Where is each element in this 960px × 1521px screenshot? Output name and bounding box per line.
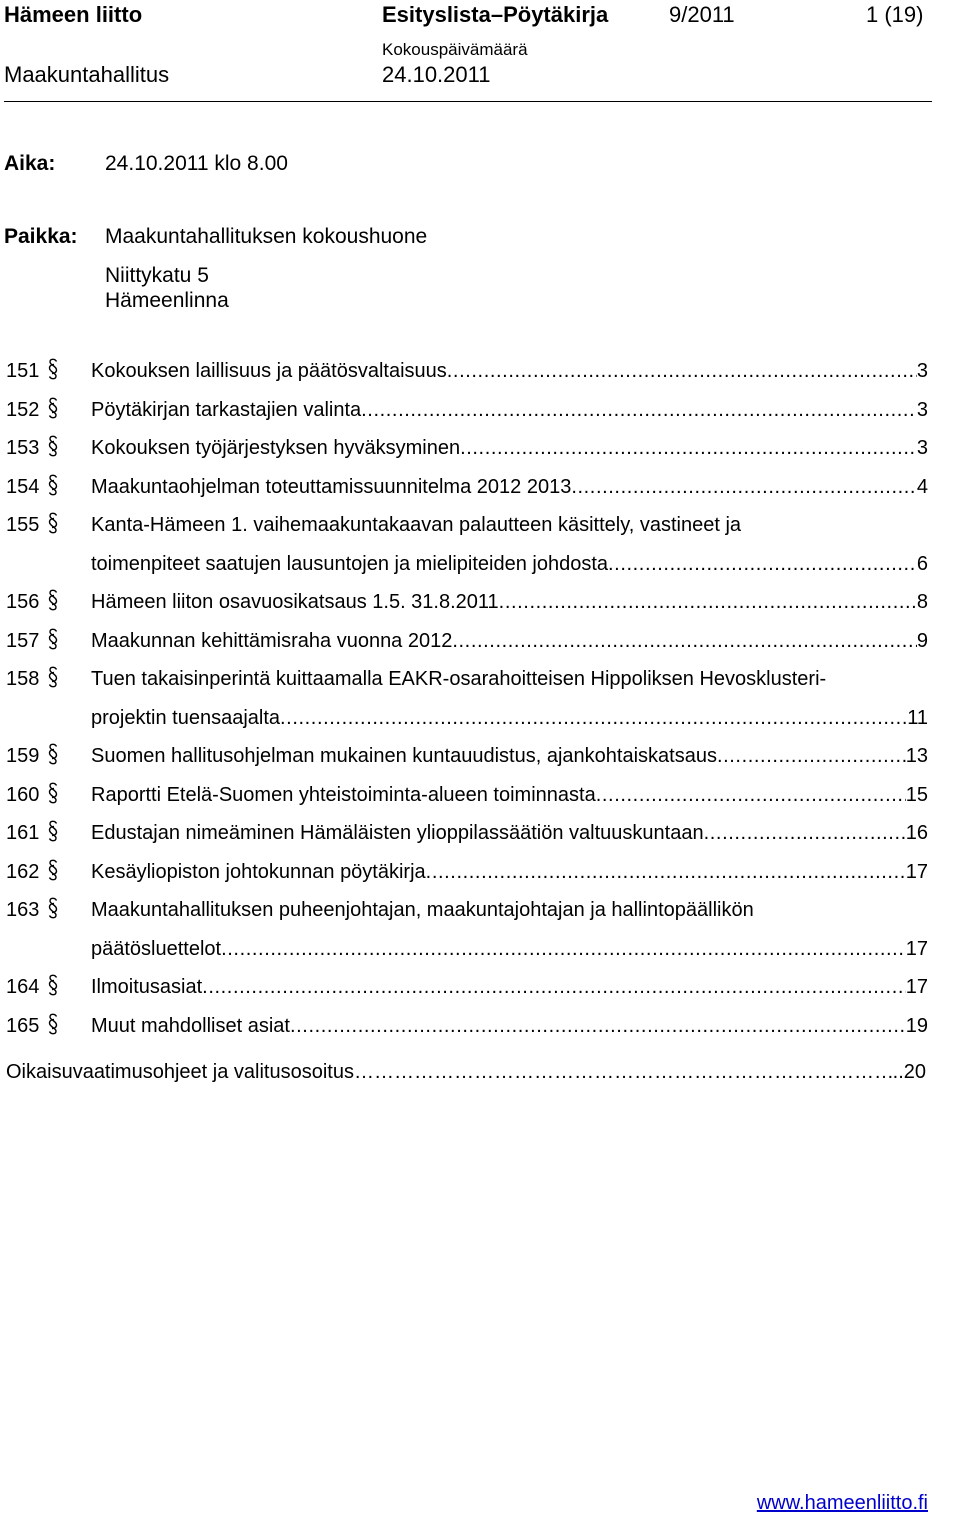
section-sign-icon: [46, 472, 60, 498]
entry-page-number: 17: [905, 860, 928, 883]
entry-title-with-leader: [91, 707, 928, 730]
entry-title: Kokouksen työjärjestyksen hyväksyminen: [91, 437, 461, 459]
toc-entry[interactable]: [0, 355, 960, 394]
toc-entry-line: [0, 856, 960, 895]
entry-page-number: 11: [907, 706, 928, 729]
toc-entry[interactable]: [0, 625, 960, 664]
entry-title-with-leader: [91, 437, 928, 460]
dot-leader: [460, 437, 917, 460]
toc-entry-line: [0, 817, 960, 856]
website-link[interactable]: www.hameenliitto.fi: [756, 1492, 928, 1514]
entry-title: Suomen hallitusohjelman mukainen kuntauudistus, ajankohtaiskatsaus: [91, 745, 717, 767]
meeting-date: 24.10.2011: [382, 62, 491, 87]
toc-entry-line: [0, 779, 960, 818]
entry-title-with-leader: [91, 591, 928, 614]
entry-title-with-leader: [91, 976, 928, 999]
entry-page-number: 19: [905, 1014, 928, 1037]
entry-title: Kokouksen laillisuus ja päätösvaltaisuus: [91, 360, 447, 382]
toc-entry-line: [0, 971, 960, 1010]
dot-leader: [596, 784, 906, 807]
toc-entry[interactable]: [0, 586, 960, 625]
section-sign-icon: [46, 818, 60, 844]
toc-entry-line: [0, 548, 960, 587]
toc-entry-line: [0, 740, 960, 779]
section-number: 161: [6, 822, 40, 844]
toc-entry[interactable]: [0, 894, 960, 971]
entry-page-number: 4: [916, 475, 928, 498]
entry-title-with-leader: [91, 938, 928, 961]
section-number: 152: [6, 398, 40, 421]
toc-entry-line: [0, 894, 960, 933]
entry-title: Muut mahdolliset asiat: [91, 1014, 290, 1037]
section-number: 163: [6, 899, 40, 921]
appeal-instructions-entry: [6, 1061, 926, 1084]
section-sign-icon: [46, 433, 60, 459]
section-sign-icon: [46, 857, 60, 883]
toc-entry-line: [0, 933, 960, 972]
entry-title-line: Kanta-Hämeen 1. vaihemaakuntakaavan palautteen käsittely, vastineet ja: [91, 514, 742, 536]
section-number: 160: [6, 783, 40, 806]
entry-title-with-leader: [91, 822, 928, 845]
section-sign-icon: [46, 741, 60, 767]
toc-entry-line: [0, 471, 960, 510]
dot-leader: [447, 360, 917, 383]
entry-title-line: Maakuntahallituksen puheenjohtajan, maakuntajohtajan ja hallintopäällikön: [91, 899, 754, 921]
toc-entry[interactable]: [0, 971, 960, 1010]
toc-entry-line: [0, 586, 960, 625]
dot-leader: [354, 1061, 893, 1084]
toc-entry-line: [0, 355, 960, 394]
entry-title-with-leader: [91, 745, 928, 768]
toc-entry-line: [0, 432, 960, 471]
entry-title: toimenpiteet saatujen lausuntojen ja mielipiteiden johdosta: [91, 552, 609, 575]
toc-entry-line: [0, 702, 960, 741]
time-value: 24.10.2011 klo 8.00: [105, 152, 288, 175]
toc-entry[interactable]: [0, 432, 960, 471]
toc-entry-line: [0, 1010, 960, 1049]
entry-page-number: 17: [905, 976, 928, 998]
entry-title: Edustajan nimeäminen Hämäläisten ylioppilassäätiön valtuuskuntaan: [91, 822, 704, 844]
entry-page-number: 17: [905, 937, 928, 960]
time-label: Aika:: [4, 152, 56, 175]
place-line: Maakuntahallituksen kokoushuone: [105, 225, 428, 248]
dot-leader: [221, 938, 906, 961]
dot-leader: [571, 476, 917, 499]
dot-leader: [290, 1015, 906, 1038]
toc-entry[interactable]: [0, 1010, 960, 1049]
section-sign-icon: [46, 1011, 60, 1037]
appeal-title: Oikaisuvaatimusohjeet ja valitusosoitus: [6, 1061, 354, 1083]
organization-name: Hämeen liitto: [4, 2, 143, 27]
entry-title-with-leader: [91, 784, 928, 807]
dot-leader: [499, 591, 917, 614]
dot-leader: [426, 861, 906, 884]
section-number: 159: [6, 745, 40, 767]
entry-page-number: 13: [905, 745, 928, 767]
toc-entry[interactable]: [0, 663, 960, 740]
place-line: Niittykatu 5: [105, 264, 209, 287]
toc-entry-line: [0, 394, 960, 433]
dot-leader: [717, 745, 906, 768]
page-indicator: 1 (19): [866, 2, 924, 27]
section-sign-icon: [46, 587, 60, 613]
entry-title-with-leader: [91, 630, 928, 653]
entry-title: päätösluettelot: [91, 937, 222, 960]
section-number: 156: [6, 591, 40, 613]
dot-leader: [608, 553, 917, 576]
entry-page-number: 3: [916, 437, 928, 459]
section-number: 151: [6, 360, 40, 382]
toc-entry[interactable]: [0, 817, 960, 856]
entry-title-with-leader: [91, 360, 928, 383]
toc-entry[interactable]: [0, 856, 960, 895]
section-sign-icon: [46, 356, 60, 382]
entry-title: Maakunnan kehittämisraha vuonna 2012: [91, 629, 453, 652]
toc-entry-line: [0, 625, 960, 664]
governing-body: Maakuntahallitus: [4, 62, 170, 87]
place-label: Paikka:: [4, 225, 78, 248]
section-number: 158: [6, 668, 40, 690]
toc-entry[interactable]: [0, 740, 960, 779]
place-line: Hämeenlinna: [105, 289, 229, 312]
toc-entry-line: [0, 663, 960, 702]
entry-title-with-leader: [91, 861, 928, 884]
toc-entry-line: [0, 509, 960, 548]
toc-entry[interactable]: [0, 394, 960, 433]
dot-leader: [202, 976, 906, 999]
document-number: 9/2011: [669, 2, 735, 27]
toc-entry[interactable]: [0, 779, 960, 818]
entry-title-with-leader: [91, 399, 928, 422]
section-number: 164: [6, 976, 40, 998]
section-sign-icon: [46, 895, 60, 921]
section-number: 162: [6, 860, 40, 883]
entry-page-number: 16: [905, 822, 928, 844]
entry-page-number: 3: [916, 360, 928, 382]
entry-title-with-leader: [91, 476, 928, 499]
header-rule: [4, 101, 932, 102]
entry-title: Kesäyliopiston johtokunnan pöytäkirja: [91, 860, 426, 883]
section-sign-icon: [46, 510, 60, 536]
section-number: 153: [6, 437, 40, 459]
section-sign-icon: [46, 972, 60, 998]
entry-page-number: 8: [916, 591, 928, 613]
appeal-page: ..20: [892, 1061, 926, 1083]
section-number: 165: [6, 1014, 40, 1037]
entry-title: Raportti Etelä-Suomen yhteistoiminta-alueen toiminnasta: [91, 783, 596, 806]
section-sign-icon: [46, 626, 60, 652]
dot-leader: [361, 399, 917, 422]
dot-leader: [280, 707, 907, 730]
entry-page-number: 15: [905, 783, 928, 806]
entry-page-number: 9: [916, 629, 928, 652]
entry-title: Pöytäkirjan tarkastajien valinta: [91, 398, 362, 421]
section-sign-icon: [46, 664, 60, 690]
dot-leader: [704, 822, 906, 845]
dot-leader: [452, 630, 917, 653]
date-label: Kokouspäivämäärä: [382, 40, 528, 59]
entry-title: Hämeen liiton osavuosikatsaus 1.5. 31.8.2011: [91, 591, 499, 613]
section-sign-icon: [46, 395, 60, 421]
section-number: 154: [6, 475, 40, 498]
agenda-table-of-contents: [0, 355, 960, 1048]
toc-entry[interactable]: [0, 471, 960, 510]
document-type: Esityslista–Pöytäkirja: [382, 2, 609, 27]
entry-title-with-leader: [91, 553, 928, 576]
entry-title: Maakuntaohjelman toteuttamissuunnitelma 2012 2013: [91, 475, 572, 498]
entry-title-line: Tuen takaisinperintä kuittaamalla EAKR-osarahoitteisen Hippoliksen Hevosklusteri-: [91, 668, 827, 690]
section-sign-icon: [46, 780, 60, 806]
entry-page-number: 6: [916, 552, 928, 575]
toc-entry[interactable]: [0, 509, 960, 586]
entry-title-with-leader: [91, 1015, 928, 1038]
entry-page-number: 3: [916, 398, 928, 421]
section-number: 155: [6, 514, 40, 536]
entry-title: Ilmoitusasiat: [91, 976, 203, 998]
section-number: 157: [6, 629, 40, 652]
entry-title: projektin tuensaajalta: [91, 706, 281, 729]
